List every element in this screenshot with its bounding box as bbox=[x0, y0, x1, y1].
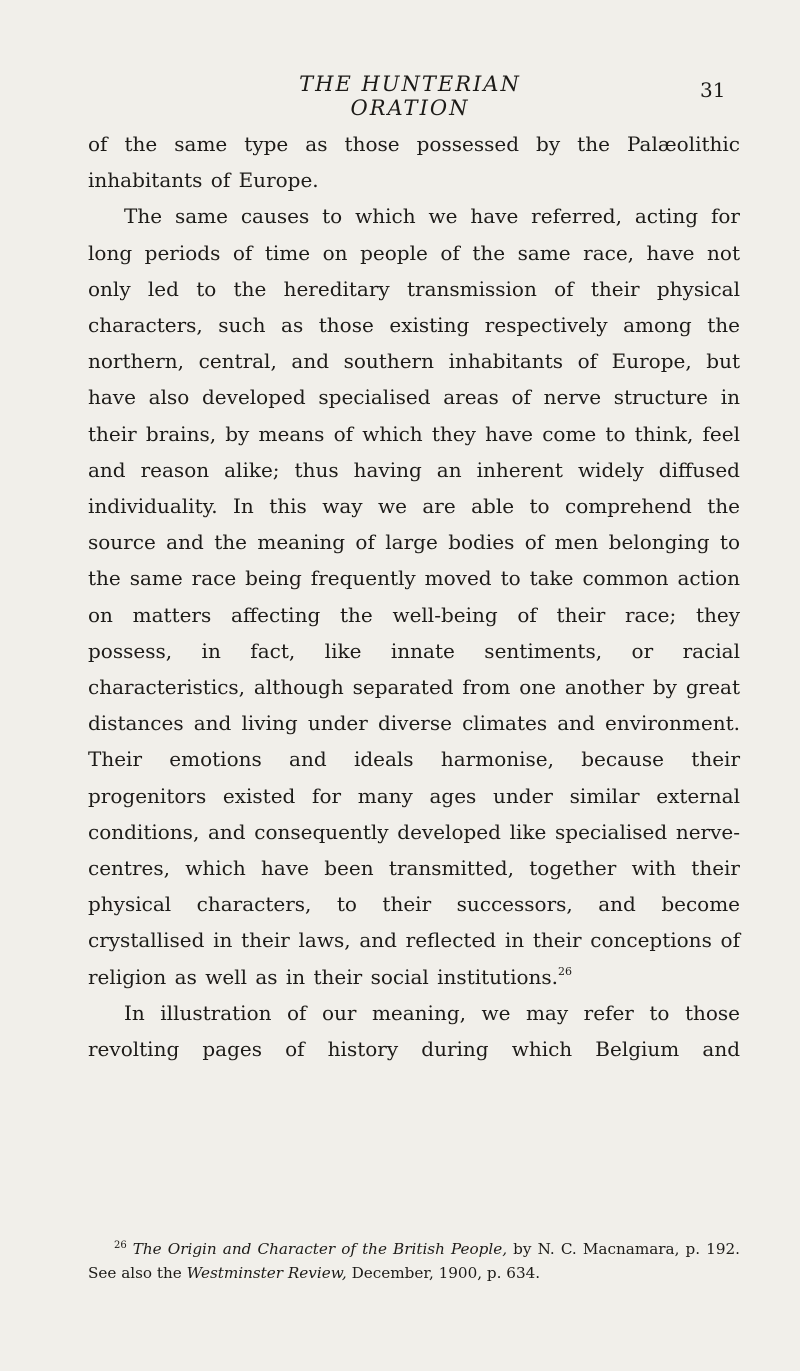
footnote-book-title: The Origin and Character of the British People, bbox=[132, 1240, 508, 1258]
paragraph-2 bbox=[88, 198, 740, 994]
footnote-number: 26 bbox=[114, 1240, 127, 1251]
paragraph-2-text: The same causes to which we have referred, acting for long periods of time on people of the same race, have not only led to the hereditary transmission of their physical characters, such as those existing respectively among the northern, central, and southern inhabitants of Europe, but have also developed specialised areas of nerve structure in their brains, by means of which they have come to think, feel and reason alike; thus having an inherent widely diffused individuality. In this way we are able to comprehend the source and the meaning of large bodies of men belonging to the same race being frequently moved to take common action on matters affecting the well-being of their race; they possess, in fact, like innate sentiments, or racial characteristics, although separated from one another by great distances and living under diverse climates and environment. Their emotions and ideals harmonise, because their progenitors existed for many ages under similar external conditions, and consequently developed like specialised nerve-centres, which have been transmitted, together with their physical characters, to their successors, and become crystallised in their laws, and reflected in their conceptions of religion as well as in their social institutions. bbox=[88, 204, 740, 989]
footnote bbox=[88, 1238, 740, 1285]
footnote-reference: 26 bbox=[558, 964, 573, 978]
body-text bbox=[88, 126, 740, 1067]
paragraph-1: of the same type as those possessed by the Palæolithic inhabitants of Europe. bbox=[88, 132, 740, 193]
footnote-text-1: by N. C. Macnamara, p. 192. See also the bbox=[88, 1240, 741, 1282]
footnote-journal-title: Westminster Review, bbox=[186, 1263, 347, 1282]
page-number: 31 bbox=[700, 78, 726, 102]
running-head: THE HUNTERIAN ORATION bbox=[299, 72, 521, 120]
footnote-text-2: December, 1900, p. 634. bbox=[346, 1263, 541, 1282]
paragraph-3: In illustration of our meaning, we may refer to those revolting pages of history during which Belgium and bbox=[88, 1000, 740, 1062]
